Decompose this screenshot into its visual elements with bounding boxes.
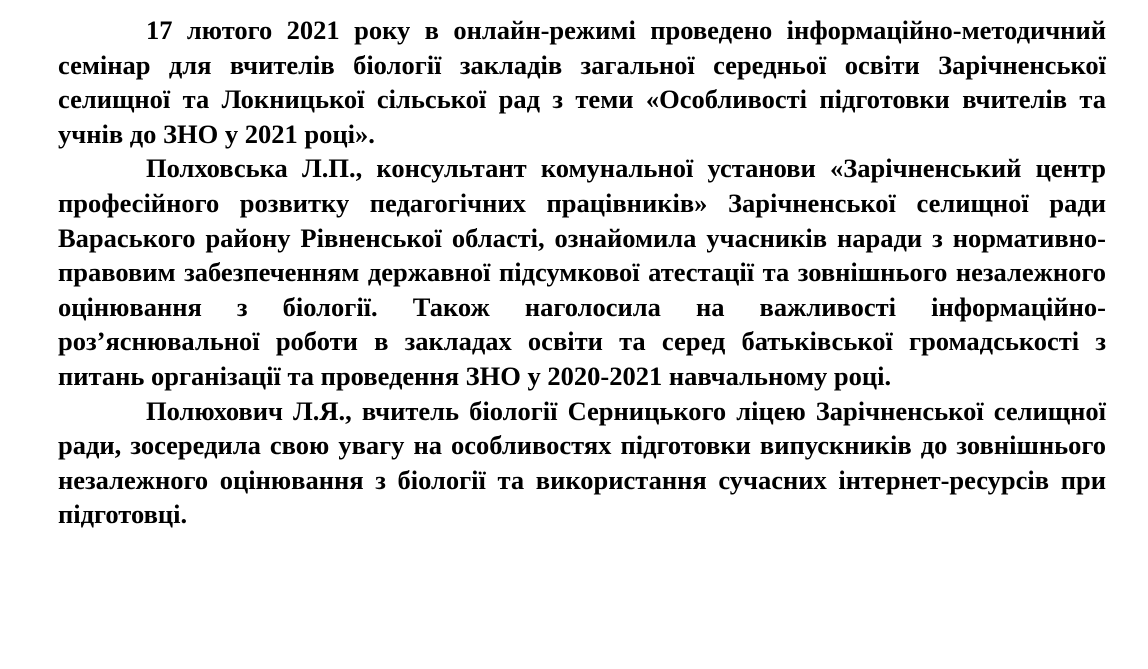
paragraph-poliukhovych: Полюхович Л.Я., вчитель біології Серницького ліцею Зарічненської селищної ради, зосередила свою увагу на особливостях підготовки випускників до зовнішнього незалежного оцінювання з біології та використання сучасних інтернет-ресурсів при підготовці.	[58, 395, 1106, 530]
paragraph-seminar-intro: 17 лютого 2021 року в онлайн-режимі проведено інформаційно-методичний семінар для вчителів біології закладів загальної середньої освіти Зарічненської селищної та Локницької сільської рад з теми «Особливості підготовки вчителів та учнів до ЗНО у 2021 році».	[58, 15, 1106, 149]
paragraph-polkhovska: Полховська Л.П., консультант комунальної установи «Зарічненський центр професійного розвитку педагогічних працівників» Зарічненської селищної ради Вараського району Рівненської області, ознайомила учасників наради з нормативно-правовим забезпеченням державної підсумкової атестації та зовнішнього незалежного оцінювання з біології. Також наголосила на важливості інформаційно-роз’яснювальної роботи в закладах освіти та серед батьківської громадськості з питань організації та проведення ЗНО у 2020-2021 навчальному році.	[58, 153, 1106, 391]
